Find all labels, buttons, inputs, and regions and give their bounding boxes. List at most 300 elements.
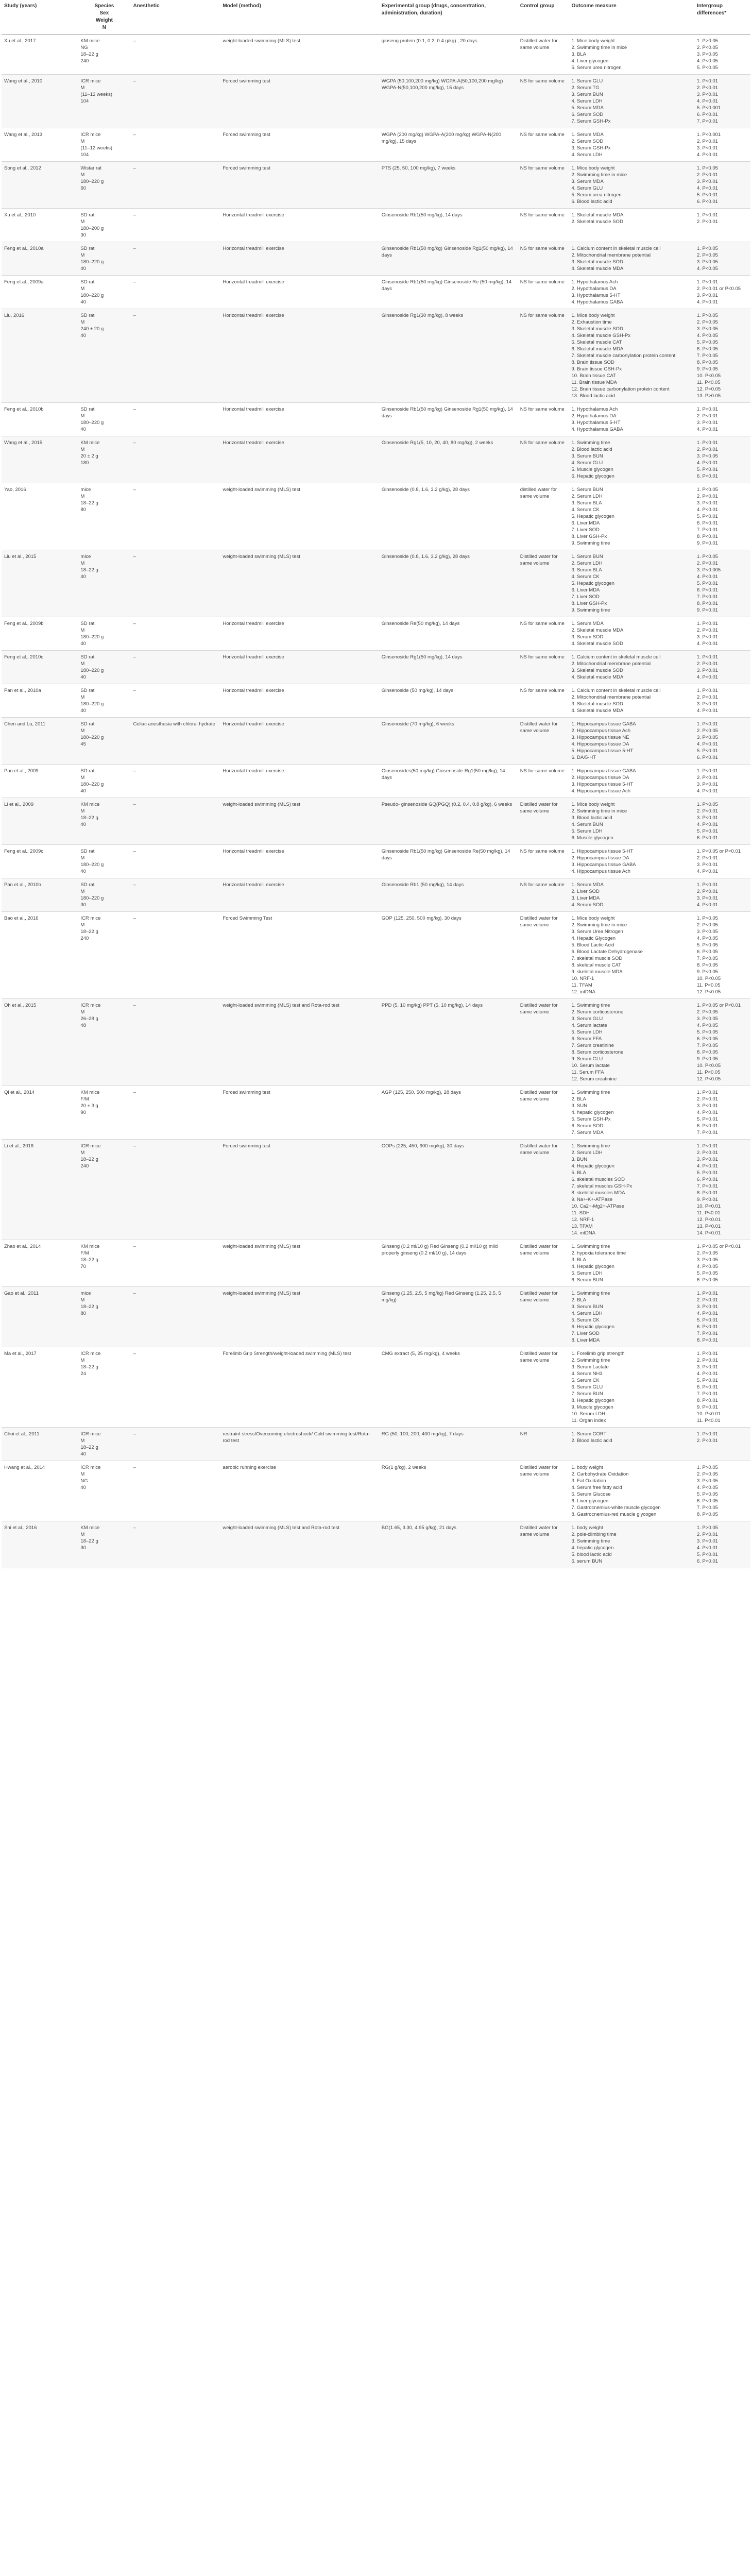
cell-control: NS for same volume (518, 128, 569, 162)
cell-control: Distilled water for same volume (518, 912, 569, 999)
outcome-item: 8. skeletal muscles MDA (571, 1190, 625, 1196)
outcome-item: 4. Hepatic glycogen (571, 1163, 614, 1169)
cell-experimental: Ginsenosides(50 mg/kg) Ginsenoside Rg1(50 mg/kg), 14 days (379, 765, 518, 798)
species-line: 18–22 g (80, 567, 98, 573)
cell-control: NS for same volume (518, 651, 569, 684)
species-line: M (80, 661, 85, 667)
difference-item: 10. P<0.01 (696, 1411, 721, 1417)
cell-species (78, 75, 130, 128)
table-row (2, 845, 750, 878)
cell-differences (694, 1287, 750, 1347)
cell-experimental: Ginseng (0.2 ml/10 g) Red Ginseng (0.2 ml/10 g) mild properly ginseng (0.2 ml/10 g), 14 days (379, 1240, 518, 1287)
difference-item: 8. P<0.05 (696, 360, 718, 365)
species-line: mice (80, 487, 91, 493)
outcome-list (571, 78, 691, 125)
outcome-item: 4. Skeletal muscle MDA (571, 708, 624, 714)
difference-item: 1. P>0.05 (696, 165, 718, 171)
species-line: 104 (80, 98, 89, 104)
species-line: M (80, 1358, 85, 1363)
cell-study: Shi et al., 2016 (2, 1521, 78, 1568)
difference-item: 2. P<0.05 (696, 1250, 718, 1256)
cell-model: weight-loaded swimming (MLS) test (220, 483, 379, 550)
cell-species (78, 912, 130, 999)
difference-item: 6. P<0.05 (696, 346, 718, 352)
difference-item: 3. P<0.01 (696, 634, 718, 640)
cell-model: Forced swimming test (220, 162, 379, 209)
cell-study: Gao et al., 2011 (2, 1287, 78, 1347)
difference-item: 5. P<0.01 (696, 514, 718, 519)
difference-item: 4. P<0.05 (696, 333, 718, 338)
outcome-item: 8. Liver GSH-Px (571, 601, 607, 606)
species-line: 30 (80, 232, 86, 238)
species-line: Wistar rat (80, 165, 102, 171)
outcome-item: 4. Hippocampus tissue Ach (571, 869, 631, 874)
species-line: SD rat (80, 621, 95, 626)
difference-item: 1. P<0.01 (696, 768, 718, 774)
cell-outcomes (569, 1521, 694, 1568)
difference-item: 4. P<0.01 (696, 1371, 718, 1377)
outcome-item: 8. Serum corticosterone (571, 1049, 624, 1055)
outcome-item: 8. Brain tissue SOD (571, 360, 614, 365)
cell-differences (694, 209, 750, 242)
difference-list (697, 406, 748, 433)
difference-item: 6. P<0.05 (696, 1036, 718, 1042)
difference-item: 6. P<0.01 (696, 473, 718, 479)
cell-outcomes (569, 436, 694, 483)
table-row (2, 162, 750, 209)
species-line: 180–220 g (80, 420, 104, 426)
difference-item: 10. P<0.05 (696, 976, 721, 981)
species-line: 20 ± 2 g (80, 453, 98, 459)
outcome-item: 6. Serum BUN (571, 1277, 603, 1283)
cell-study: Pan et al., 2010b (2, 878, 78, 912)
header-control: Control group (518, 2, 569, 35)
outcome-item: 3. Skeletal muscle SOD (571, 326, 623, 332)
difference-item: 8. P<0.01 (696, 1337, 718, 1343)
difference-item: 2. P<0.01 (696, 494, 718, 499)
species-line: 18–22 g (80, 1157, 98, 1162)
outcome-item: 2. Mitochondrial membrane potential (571, 694, 651, 700)
outcome-item: 3. BLA (571, 52, 587, 57)
cell-study: Feng et al., 2010a (2, 242, 78, 276)
outcome-item: 1. Serum BUN (571, 554, 603, 560)
table-row (2, 35, 750, 75)
species-line: M (80, 1009, 85, 1015)
outcome-item: 10. Serum lactate (571, 1063, 610, 1069)
outcome-item: 1. Mice body weight (571, 38, 615, 44)
cell-differences (694, 617, 750, 651)
cell-study: Chen and Lu, 2011 (2, 718, 78, 765)
cell-anesthetic: – (130, 1428, 220, 1461)
cell-control: NS for same volume (518, 162, 569, 209)
outcome-item: 1. Swimming time (571, 440, 610, 446)
outcome-list (571, 1002, 691, 1082)
difference-item: 4. P<0.01 (696, 152, 718, 158)
species-line: 104 (80, 152, 89, 158)
cell-experimental: Ginsenoside (50 mg/kg), 14 days (379, 684, 518, 718)
cell-control: NR (518, 1428, 569, 1461)
species-line: M (80, 1297, 85, 1303)
cell-anesthetic: – (130, 999, 220, 1086)
species-line: 40 (80, 822, 86, 827)
cell-model: Horizontal treadmill exercise (220, 276, 379, 309)
difference-item: 6. P<0.01 (696, 1123, 718, 1129)
difference-item: 5. P<0.05 (696, 65, 718, 71)
cell-outcomes (569, 162, 694, 209)
species-line: SD rat (80, 246, 95, 251)
outcome-list (571, 439, 691, 480)
outcome-item: 2. Hippocampus tissue Ach (571, 728, 631, 734)
cell-model: weight-loaded swimming (MLS) test (220, 550, 379, 617)
outcome-item: 2. Serum TG (571, 85, 600, 91)
outcome-item: 6. Serum SOD (571, 112, 604, 117)
cell-model: Forced swimming test (220, 75, 379, 128)
cell-experimental: WGPA (200 mg/kg) WGPA-A(200 mg/kg) WGPA-N(200 mg/kg), 15 days (379, 128, 518, 162)
difference-item: 1. P<0.01 (696, 688, 718, 693)
cell-experimental: PTS (25, 50, 100 mg/kg), 7 weeks (379, 162, 518, 209)
cell-anesthetic: – (130, 1086, 220, 1140)
difference-item: 5. P<0.01 (696, 748, 718, 754)
outcome-item: 4. Serum LDH (571, 152, 603, 158)
difference-list (697, 848, 748, 875)
species-line: F/M (80, 1096, 89, 1102)
outcome-item: 4. Serum CK (571, 507, 600, 513)
difference-item: 7. P<0.05 (696, 1505, 718, 1511)
outcome-list (571, 768, 691, 794)
outcome-item: 1. Calcium content in skeletal muscle cell (571, 688, 661, 693)
cell-experimental: Ginsenoside Rb1(50 mg/kg) Ginsenoside Re(50 mg/kg), 14 days (379, 845, 518, 878)
difference-item: 3. P<0.01 (696, 293, 718, 298)
species-line: M (80, 447, 85, 452)
difference-item: 3. P<0.01 (696, 179, 718, 184)
difference-item: 3. P<0.01 (696, 1538, 718, 1544)
cell-model: weight-loaded swimming (MLS) test and Rota-rod test (220, 999, 379, 1086)
difference-item: 3. P<0.01 (696, 815, 718, 821)
outcome-list (571, 620, 691, 647)
cell-outcomes (569, 403, 694, 436)
outcome-item: 3. Hippocampus tissue 5-HT (571, 782, 634, 787)
species-line: 18–22 g (80, 52, 98, 57)
cell-species (78, 617, 130, 651)
outcome-item: 11. SDH (571, 1210, 590, 1216)
cell-experimental: Ginsenoside (0.8, 1.6, 3.2 g/kg), 28 days (379, 483, 518, 550)
species-line: SD rat (80, 406, 95, 412)
difference-list (697, 1002, 748, 1082)
species-line: KM mice (80, 1525, 100, 1531)
outcome-item: 4. Serum GLU (571, 185, 603, 191)
difference-item: 6. P<0.01 (696, 199, 718, 205)
cell-model: Horizontal treadmill exercise (220, 617, 379, 651)
difference-item: 4. P<0.01 (696, 460, 718, 466)
difference-item: 12. P<0.01 (696, 1217, 721, 1223)
species-line: M (80, 85, 85, 91)
outcome-item: 1. Serum BUN (571, 487, 603, 493)
species-line: F/M (80, 1250, 89, 1256)
cell-differences (694, 798, 750, 845)
cell-experimental: GOP (125, 250, 500 mg/kg), 30 days (379, 912, 518, 999)
species-line: M (80, 1471, 85, 1477)
cell-model: weight-loaded swimming (MLS) test (220, 35, 379, 75)
difference-item: 4. P<0.05 (696, 266, 718, 272)
table-row (2, 1086, 750, 1140)
difference-list (697, 721, 748, 761)
outcome-list (571, 1243, 691, 1283)
outcome-item: 9. Serum GLU (571, 1056, 603, 1062)
outcome-list (571, 801, 691, 841)
species-line: M (80, 252, 85, 258)
difference-item: 6. P<0.01 (696, 835, 718, 841)
cell-study: Pan et al., 2010a (2, 684, 78, 718)
cell-experimental: ginseng protein (0.1, 0.2, 0.4 g/kg) , 20 days (379, 35, 518, 75)
outcome-item: 12. Serum creatinine (571, 1076, 617, 1082)
difference-list (697, 620, 748, 647)
difference-item: 11. P<0.05 (696, 380, 721, 385)
difference-item: 2. P<0.01 (696, 1358, 718, 1363)
difference-item: 3. P<0.05 (696, 1016, 718, 1022)
outcome-item: 7. Skeletal muscle carbonylation protein content (571, 353, 676, 359)
difference-item: 1. P<0.01 (696, 882, 718, 888)
difference-list (697, 882, 748, 908)
species-line: M (80, 775, 85, 781)
species-line: M (80, 319, 85, 325)
cell-model: restraint stress/Overcoming electroshock/ Cold swimming test/Rota-rod test (220, 1428, 379, 1461)
cell-control: Distilled water for same volume (518, 1086, 569, 1140)
table-header (2, 2, 750, 35)
table-row (2, 128, 750, 162)
difference-item: 2. P<0.01 (696, 1532, 718, 1537)
cell-study: Feng et al., 2010b (2, 403, 78, 436)
difference-item: 1. P<0.01 (696, 654, 718, 660)
table-row (2, 1140, 750, 1240)
cell-species (78, 403, 130, 436)
species-line: 18–22 g (80, 1257, 98, 1263)
outcome-item: 5. Hepatic glycogen (571, 514, 614, 519)
difference-item: 4. P<0.01 (696, 788, 718, 794)
cell-model: Horizontal treadmill exercise (220, 242, 379, 276)
outcome-item: 4. Serum BUN (571, 822, 603, 827)
cell-species (78, 765, 130, 798)
difference-item: 1. P>0.05 (696, 38, 718, 44)
outcome-list (571, 721, 691, 761)
difference-item: 1. P<0.05 or P<0.01 (696, 849, 741, 854)
difference-item: 6. P<0.01 (696, 1384, 718, 1390)
species-line: 180–220 g (80, 179, 104, 184)
outcome-list (571, 1431, 691, 1444)
outcome-item: 2. Blood lactic acid (571, 447, 612, 452)
species-line: 240 (80, 936, 89, 941)
difference-item: 9. P<0.05 (696, 969, 718, 975)
difference-item: 4. P<0.05 (696, 58, 718, 64)
difference-item: 10. P<0.01 (696, 1204, 721, 1209)
cell-experimental: Ginsenoside (70 mg/kg), 6 weeks (379, 718, 518, 765)
difference-item: 3. P<0.01 (696, 782, 718, 787)
species-line: M (80, 219, 85, 225)
outcome-item: 5. Hippocampus tissue 5-HT (571, 748, 634, 754)
table-row (2, 1347, 750, 1428)
difference-item: 11. P<0.01 (696, 1210, 721, 1216)
difference-item: 2. P<0.05 (696, 728, 718, 734)
species-line: M (80, 1150, 85, 1156)
cell-outcomes (569, 765, 694, 798)
outcome-item: 2. Hippocampus tissue DA (571, 775, 629, 781)
difference-item: 2. P<0.01 (696, 694, 718, 700)
cell-control: NS for same volume (518, 309, 569, 403)
outcome-item: 3. Hypothalamus 5-HT (571, 420, 621, 426)
species-line: 40 (80, 266, 86, 272)
difference-item: 11. P<0.05 (696, 982, 721, 988)
outcome-item: 3. BUN (571, 1157, 588, 1162)
outcome-item: 3. Hypothalamus 5-HT (571, 293, 621, 298)
difference-item: 2. P<0.01 (696, 219, 718, 225)
species-line: M (80, 172, 85, 178)
cell-study: Ma et al., 2017 (2, 1347, 78, 1428)
species-line: 18–22 g (80, 815, 98, 821)
outcome-item: 2. BLA (571, 1297, 587, 1303)
header-outcome: Outcome measure (569, 2, 694, 35)
difference-item: 3. P<0.01 (696, 420, 718, 426)
species-line: 180–220 g (80, 735, 104, 740)
difference-list (697, 915, 748, 995)
outcome-item: 2. Swimming time in mice (571, 922, 627, 928)
difference-list (697, 131, 748, 158)
cell-differences (694, 1461, 750, 1521)
difference-item: 9. P<0.01 (696, 1197, 718, 1202)
outcome-item: 3. Serum GLU (571, 1016, 603, 1022)
cell-anesthetic: – (130, 798, 220, 845)
cell-outcomes (569, 550, 694, 617)
cell-experimental: PPD (5, 10 mg/kg) PPT (5, 10 mg/kg), 14 days (379, 999, 518, 1086)
species-line: M (80, 1438, 85, 1444)
species-line: 40 (80, 299, 86, 305)
cell-study: Li et al., 2018 (2, 1140, 78, 1240)
difference-item: 3. P<0.01 (696, 500, 718, 506)
outcome-item: 4. Serum LDH (571, 1311, 603, 1316)
species-line: 80 (80, 507, 86, 513)
difference-list (697, 78, 748, 125)
difference-item: 1. P<0.01 (696, 212, 718, 218)
cell-anesthetic: – (130, 765, 220, 798)
cell-model: Forced swimming test (220, 1086, 379, 1140)
outcome-item: 1. body weight (571, 1465, 603, 1470)
cell-anesthetic: – (130, 483, 220, 550)
outcome-list (571, 38, 691, 71)
difference-item: 4. P<0.05 (696, 936, 718, 941)
outcome-item: 2. Serum LDH (571, 561, 603, 566)
difference-item: 5. P<0.01 (696, 1552, 718, 1557)
difference-item: 4. P<0.01 (696, 1163, 718, 1169)
difference-item: 5. P<0.01 (696, 581, 718, 586)
cell-experimental: Ginseng (1.25, 2.5, 5 mg/kg) Red Ginseng (1.25, 2.5, 5 mg/kg) (379, 1287, 518, 1347)
cell-outcomes (569, 1347, 694, 1428)
difference-item: 2. P<0.05 (696, 319, 718, 325)
cell-outcomes (569, 1461, 694, 1521)
difference-item: 5. P<0.001 (696, 105, 721, 111)
species-line: M (80, 561, 85, 566)
cell-anesthetic: Celiac anesthesia with chloral hydrate (130, 718, 220, 765)
difference-item: 2. P<0.05 (696, 1009, 718, 1015)
species-line: ICR mice (80, 1351, 101, 1357)
difference-item: 4. P<0.05 (696, 1023, 718, 1028)
outcome-list (571, 486, 691, 547)
table-row (2, 798, 750, 845)
cell-species (78, 162, 130, 209)
cell-anesthetic: – (130, 651, 220, 684)
difference-item: 6. P<0.01 (696, 1324, 718, 1330)
difference-list (697, 439, 748, 480)
cell-model: Forelimb Grip Strength/weight-loaded swimming (MLS) test (220, 1347, 379, 1428)
table-row (2, 684, 750, 718)
difference-item: 2. P<0.01 (696, 561, 718, 566)
difference-item: 7. P<0.01 (696, 118, 718, 124)
difference-item: 2. P<0.01 (696, 855, 718, 861)
species-line: ICR mice (80, 916, 101, 921)
species-line: 48 (80, 1023, 86, 1028)
header-anesthetic: Anesthetic (130, 2, 220, 35)
outcome-item: 3. Blood lactic acid (571, 815, 612, 821)
table-row (2, 1428, 750, 1461)
difference-item: 5. P<0.05 (696, 1270, 718, 1276)
cell-model: Horizontal treadmill exercise (220, 878, 379, 912)
difference-item: 2. P<0.01 (696, 172, 718, 178)
table-row (2, 75, 750, 128)
difference-item: 6. P<0.05 (696, 1277, 718, 1283)
difference-item: 1. P<0.05 or P<0.01 (696, 1003, 741, 1008)
cell-experimental: Ginsenoside Rb1(50 mg/kg), 14 days (379, 209, 518, 242)
difference-item: 9. P<0.05 (696, 366, 718, 372)
cell-species (78, 309, 130, 403)
species-line: 180–220 g (80, 701, 104, 707)
cell-differences (694, 718, 750, 765)
cell-model: Horizontal treadmill exercise (220, 436, 379, 483)
outcome-item: 5. Serum Glucose (571, 1492, 611, 1497)
table-row (2, 912, 750, 999)
difference-list (697, 1431, 748, 1444)
cell-study: Li et al., 2009 (2, 798, 78, 845)
cell-outcomes (569, 276, 694, 309)
species-line: 40 (80, 427, 86, 432)
difference-item: 11. P<0.01 (696, 1418, 721, 1423)
outcome-item: 4. Serum CK (571, 574, 600, 580)
species-line: 40 (80, 1485, 86, 1490)
cell-species (78, 483, 130, 550)
cell-differences (694, 684, 750, 718)
difference-item: 7. P<0.05 (696, 956, 718, 961)
difference-item: 4. P<0.01 (696, 1311, 718, 1316)
difference-item: 6. P<0.01 (696, 1177, 718, 1182)
difference-item: 8. P<0.01 (696, 1398, 718, 1403)
cell-outcomes (569, 309, 694, 403)
outcome-item: 6. Skeletal muscle MDA (571, 346, 624, 352)
outcome-list (571, 406, 691, 433)
cell-control: NS for same volume (518, 765, 569, 798)
difference-item: 6. P<0.01 (696, 755, 718, 760)
cell-differences (694, 765, 750, 798)
difference-list (697, 245, 748, 272)
outcome-item: 3. Serum Lactate (571, 1364, 609, 1370)
table-row (2, 999, 750, 1086)
difference-item: 6. P<0.01 (696, 112, 718, 117)
outcome-item: 7. Gastrocnemius-white muscle glycogen (571, 1505, 661, 1511)
outcome-item: 1. Swimming time (571, 1291, 610, 1296)
difference-item: 1. P>0.05 (696, 313, 718, 318)
difference-item: 7. P<0.01 (696, 1331, 718, 1336)
species-line: ICR mice (80, 1003, 101, 1008)
species-line: 40 (80, 674, 86, 680)
species-line: M (80, 694, 85, 700)
species-line: 18–22 g (80, 500, 98, 506)
cell-experimental: GOPs (225, 450, 900 mg/kg), 30 days (379, 1140, 518, 1240)
cell-differences (694, 483, 750, 550)
